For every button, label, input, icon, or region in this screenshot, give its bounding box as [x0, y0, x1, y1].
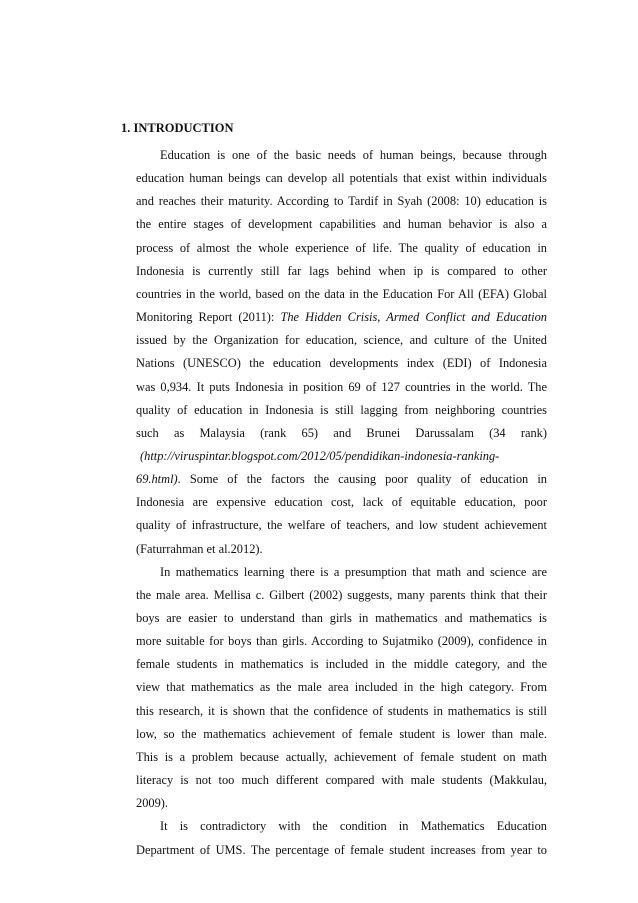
text-line: (http://viruspintar.blogspot.com/2012/05/pendidikan-indonesia-ranking- — [140, 448, 500, 463]
text-line — [136, 470, 547, 488]
text-line: quality of education in Indonesia is still lagging from neighboring countries — [136, 402, 547, 417]
text-line: was 0,934. It puts Indonesia in position 69 of 127 countries in the world. The — [136, 379, 547, 394]
text-line: this research, it is shown that the confidence of students in mathematics is still — [136, 703, 547, 718]
text-line: It is contradictory with the condition in Mathematics Education — [160, 819, 547, 834]
text-line: low, so the mathematics achievement of female student is lower than male. — [136, 726, 547, 741]
text-span: . Some of the factors the causing poor quality of education in — [177, 472, 547, 487]
text-line: Indonesia is currently still far lags behind when ip is compared to other — [136, 263, 547, 278]
text-line: This is a problem because actually, achievement of female student on math — [136, 749, 547, 764]
text-line: Indonesia are expensive education cost, lack of equitable education, poor — [136, 495, 547, 510]
text-line: issued by the Organization for education, science, and culture of the United — [136, 333, 547, 348]
text-line: countries in the world, based on the data in the Education For All (EFA) Global — [136, 286, 547, 301]
text-line: female students in mathematics is included in the middle category, and the — [136, 657, 547, 672]
italic-span: The Hidden Crisis, Armed Conflict and Education — [280, 310, 547, 325]
text-line: Nations (UNESCO) the education developments index (EDI) of Indonesia — [136, 356, 547, 371]
text-line: process of almost the whole experience of life. The quality of education in — [136, 240, 547, 255]
text-line: Education is one of the basic needs of human beings, because through — [160, 148, 547, 162]
text-line — [136, 308, 547, 326]
text-line: more suitable for boys than girls. According to Sujatmiko (2009), confidence in — [136, 634, 547, 649]
text-line: In mathematics learning there is a presumption that math and science are — [160, 564, 547, 579]
italic-span: 69.html) — [136, 472, 178, 487]
text-line: such as Malaysia (rank 65) and Brunei Darussalam (34 rank) — [136, 425, 547, 440]
text-line: and reaches their maturity. According to Tardif in Syah (2008: 10) education is — [136, 194, 547, 209]
text-line: view that mathematics as the male area included in the high category. From — [136, 680, 547, 695]
text-line: Department of UMS. The percentage of female student increases from year to — [136, 842, 547, 857]
text-line: boys are easier to understand than girls in mathematics and mathematics is — [136, 611, 547, 625]
text-line: (Faturrahman et al.2012). — [136, 541, 263, 556]
text-span: Monitoring Report (2011): — [136, 310, 281, 325]
text-line: literacy is not too much different compared with male students (Makkulau, — [136, 773, 547, 788]
text-line: the entire stages of development capabilities and human behavior is also a — [136, 217, 547, 232]
section-heading: 1. INTRODUCTION — [121, 121, 234, 135]
text-line: the male area. Mellisa c. Gilbert (2002) suggests, many parents think that their — [136, 587, 547, 602]
text-line: quality of infrastructure, the welfare of teachers, and low student achievement — [136, 518, 547, 533]
text-line: education human beings can develop all potentials that exist within individuals — [136, 171, 547, 186]
text-line: 2009). — [136, 796, 169, 811]
